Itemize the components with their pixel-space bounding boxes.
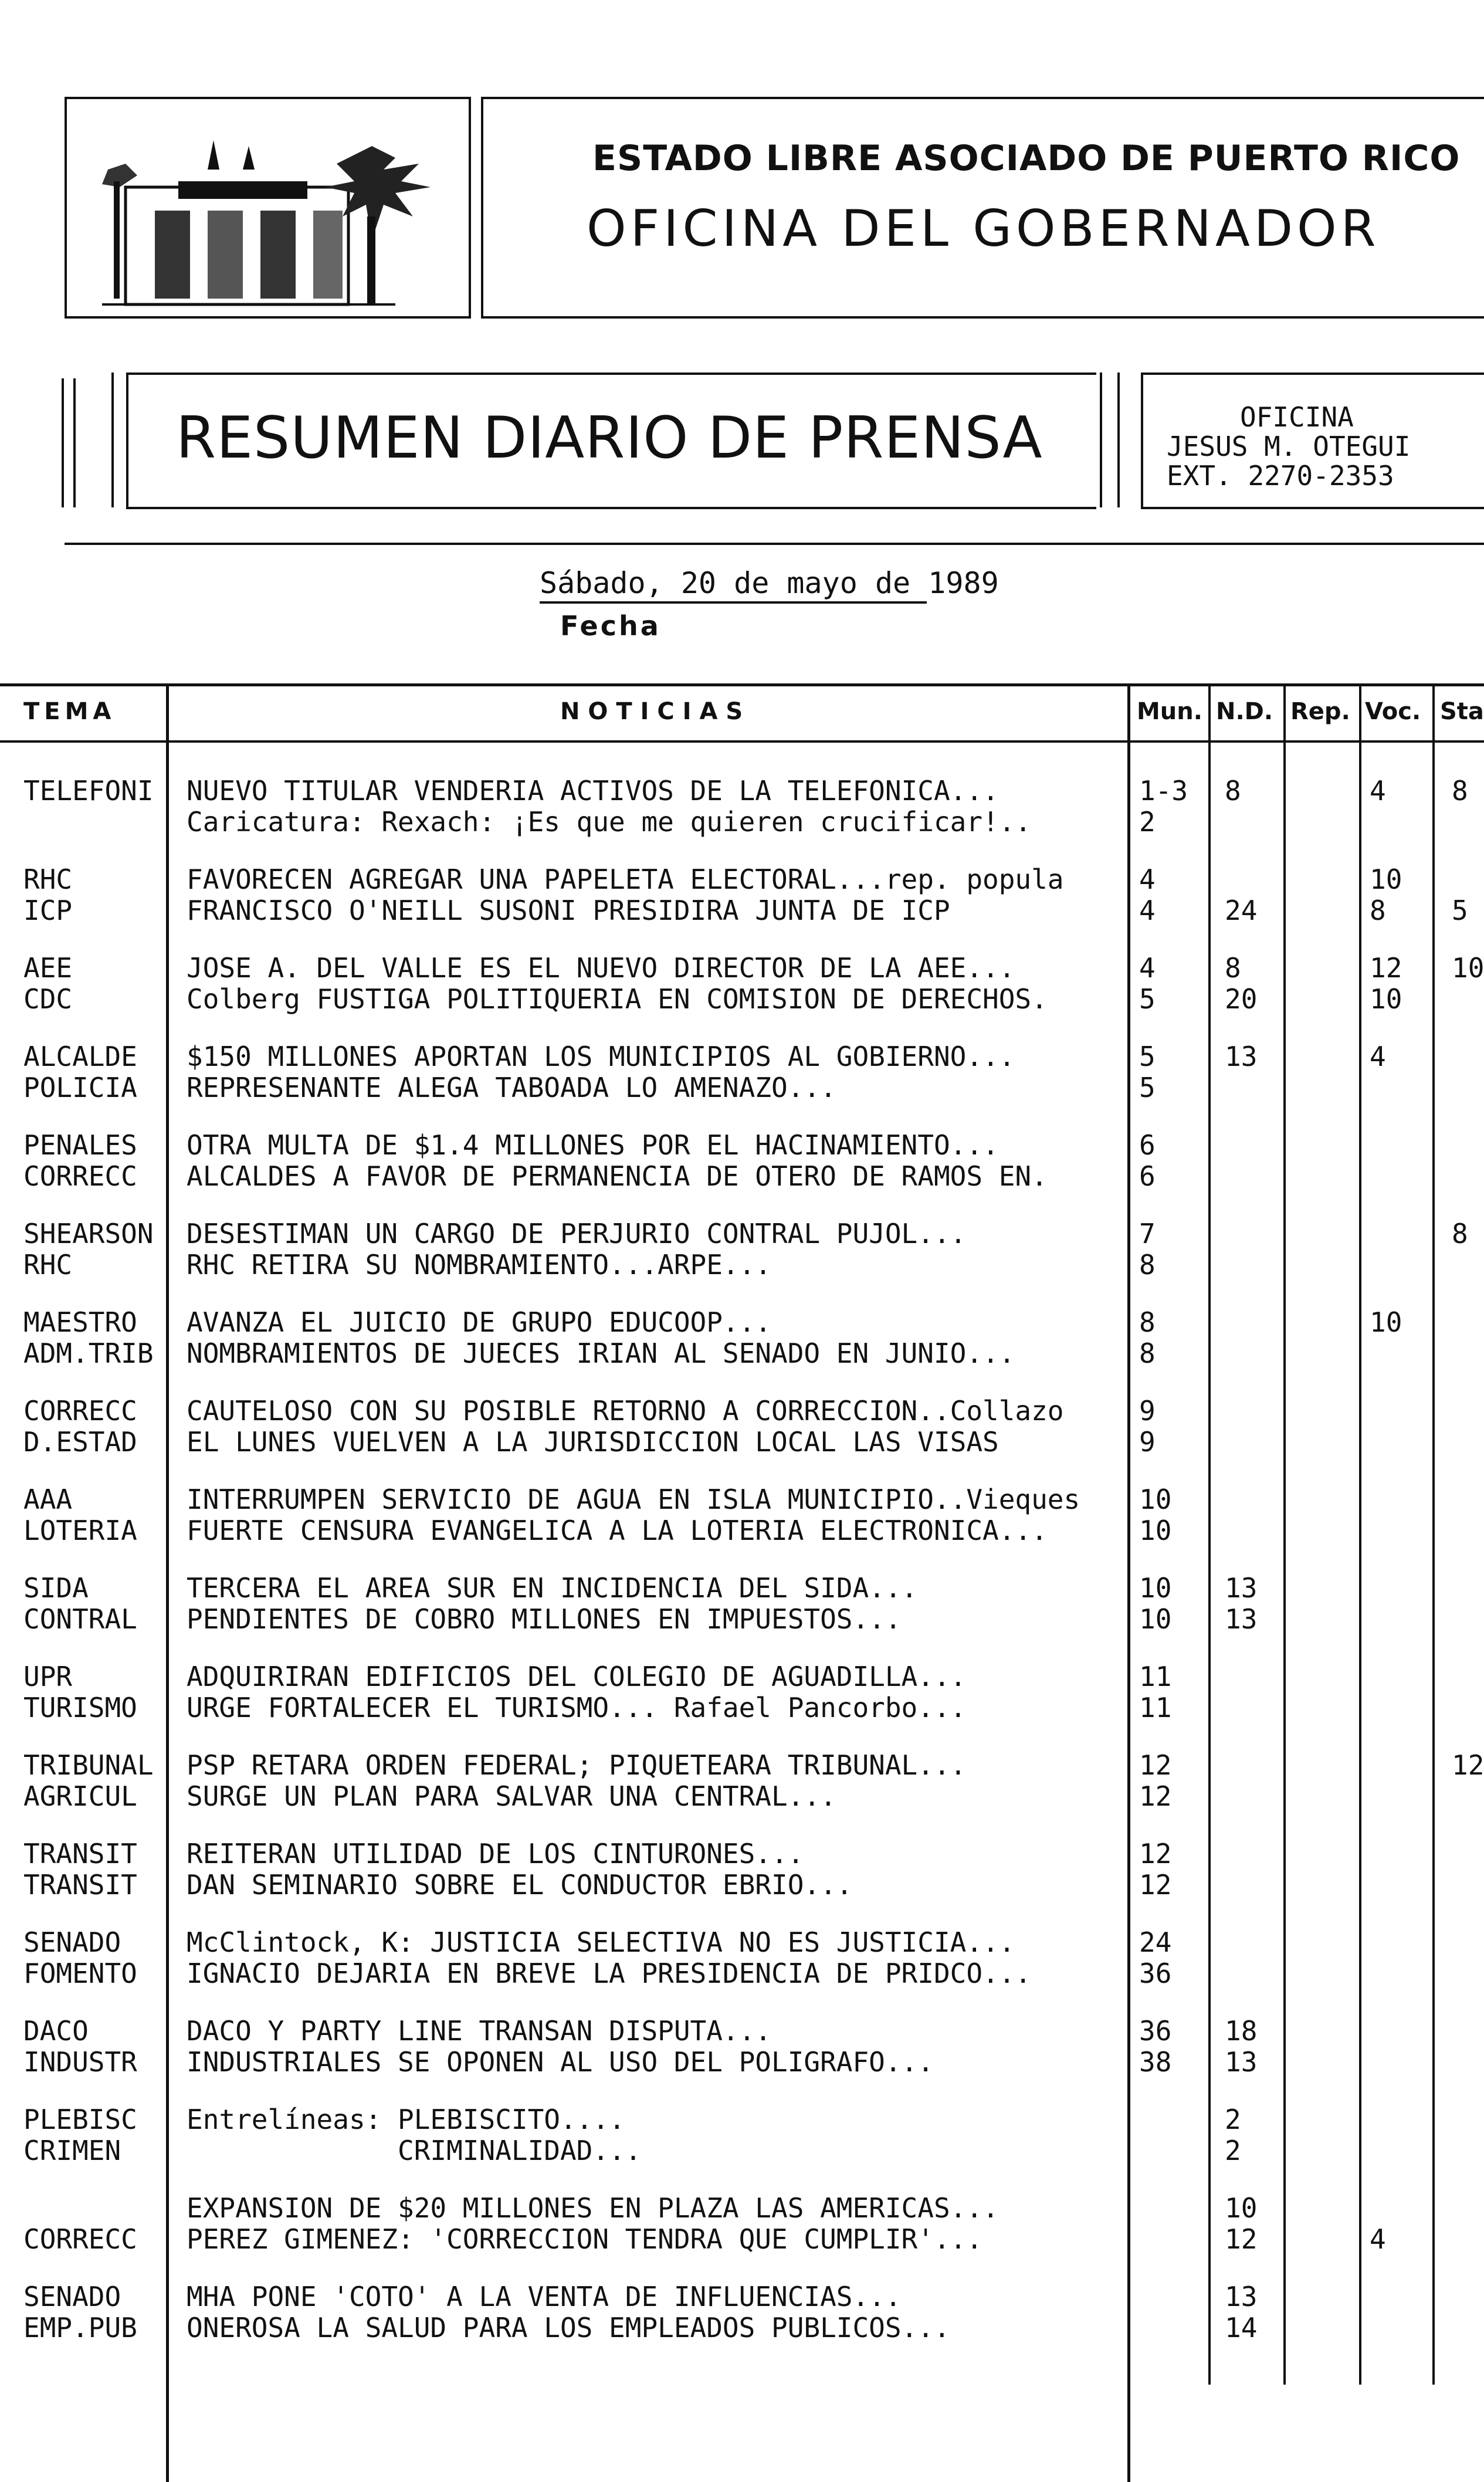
office-contact-box xyxy=(1141,373,1484,509)
row-nd: 12 xyxy=(1225,2223,1258,2255)
header-divider xyxy=(65,543,1484,545)
col-header-nd: N.D. xyxy=(1216,698,1273,725)
report-title: RESUMEN DIARIO DE PRENSA xyxy=(176,405,1043,472)
row-noticia: $150 MILLONES APORTAN LOS MUNICIPIOS AL GOBIERNO... xyxy=(187,1041,1015,1072)
table-row xyxy=(0,805,1484,838)
table-row xyxy=(0,1749,1484,1782)
row-tema: D.ESTAD xyxy=(23,1426,137,1458)
row-mun: 1-3 xyxy=(1139,775,1188,807)
table-row xyxy=(0,1780,1484,1813)
row-tema: PLEBISC xyxy=(23,2104,137,2135)
row-noticia: Entrelíneas: PLEBISCITO.... xyxy=(187,2104,625,2135)
row-noticia: McClintock, K: JUSTICIA SELECTIVA NO ES JUSTICIA... xyxy=(187,1926,1015,1958)
row-mun: 38 xyxy=(1139,2046,1172,2078)
row-nd: 10 xyxy=(1225,2192,1258,2224)
row-tema: UPR xyxy=(23,1661,73,1692)
table-row xyxy=(0,1691,1484,1724)
row-mun: 4 xyxy=(1139,952,1156,984)
row-tema: POLICIA xyxy=(23,1072,137,1103)
table-row xyxy=(0,2192,1484,2224)
left-rule-2 xyxy=(73,378,76,507)
row-nd: 13 xyxy=(1225,2046,1258,2078)
row-noticia: FAVORECEN AGREGAR UNA PAPELETA ELECTORAL...rep. popula xyxy=(187,864,1064,895)
row-noticia: DACO Y PARTY LINE TRANSAN DISPUTA... xyxy=(187,2015,771,2047)
logo-frame xyxy=(65,97,471,319)
table-top-rule xyxy=(0,683,1484,686)
row-tema: SHEARSON xyxy=(23,1218,154,1250)
row-noticia: Caricatura: Rexach: ¡Es que me quieren crucificar!.. xyxy=(187,806,1032,838)
row-mun: 8 xyxy=(1139,1337,1156,1369)
row-voc: 4 xyxy=(1370,775,1386,807)
row-mun: 8 xyxy=(1139,1249,1156,1281)
row-mun: 24 xyxy=(1139,1926,1172,1958)
office-extension: EXT. 2270-2353 xyxy=(1167,460,1394,492)
row-tema: AAA xyxy=(23,1484,73,1515)
row-mun: 12 xyxy=(1139,1869,1172,1901)
row-tema: RHC xyxy=(23,864,73,895)
row-nd: 13 xyxy=(1225,1041,1258,1072)
row-mun: 10 xyxy=(1139,1484,1172,1515)
row-tema: AEE xyxy=(23,952,73,984)
table-row xyxy=(0,1217,1484,1250)
row-noticia: INDUSTRIALES SE OPONEN AL USO DEL POLIGRAFO... xyxy=(187,2046,934,2078)
table-row xyxy=(0,1926,1484,1959)
table-row xyxy=(0,2103,1484,2136)
row-noticia: ADQUIRIRAN EDIFICIOS DEL COLEGIO DE AGUADILLA... xyxy=(187,1661,967,1692)
table-row xyxy=(0,2223,1484,2256)
col-header-rep: Rep. xyxy=(1290,698,1350,725)
row-noticia: SURGE UN PLAN PARA SALVAR UNA CENTRAL... xyxy=(187,1780,836,1812)
row-mun: 36 xyxy=(1139,2015,1172,2047)
row-mun: 5 xyxy=(1139,983,1156,1015)
office-label: OFICINA xyxy=(1240,401,1354,433)
table-row xyxy=(0,983,1484,1015)
row-mun: 6 xyxy=(1139,1160,1156,1192)
row-voc: 10 xyxy=(1370,864,1402,895)
row-noticia: JOSE A. DEL VALLE ES EL NUEVO DIRECTOR DE LA AEE... xyxy=(187,952,1015,984)
row-sta: 8 xyxy=(1452,775,1468,807)
row-tema: CORRECC xyxy=(23,1395,137,1427)
row-sta: 10 xyxy=(1452,952,1484,984)
table-row xyxy=(0,1514,1484,1547)
table-row xyxy=(0,894,1484,927)
col-header-sta: Sta xyxy=(1440,698,1484,725)
table-row xyxy=(0,1572,1484,1604)
row-mun: 11 xyxy=(1139,1661,1172,1692)
row-voc: 10 xyxy=(1370,983,1402,1015)
row-noticia: ALCALDES A FAVOR DE PERMANENCIA DE OTERO DE RAMOS EN. xyxy=(187,1160,1048,1192)
table-row xyxy=(0,1129,1484,1162)
row-mun: 12 xyxy=(1139,1838,1172,1870)
row-tema: INDUSTR xyxy=(23,2046,137,2078)
table-row xyxy=(0,1160,1484,1193)
row-noticia: NUEVO TITULAR VENDERIA ACTIVOS DE LA TELEFONICA... xyxy=(187,775,999,807)
table-row xyxy=(0,1425,1484,1458)
row-tema: SIDA xyxy=(23,1572,89,1604)
row-noticia: URGE FORTALECER EL TURISMO... Rafael Pancorbo... xyxy=(187,1692,967,1723)
row-noticia: RHC RETIRA SU NOMBRAMIENTO...ARPE... xyxy=(187,1249,771,1281)
table-row xyxy=(0,774,1484,807)
row-mun: 12 xyxy=(1139,1780,1172,1812)
row-mun: 4 xyxy=(1139,895,1156,926)
row-nd: 8 xyxy=(1225,775,1241,807)
row-noticia: NOMBRAMIENTOS DE JUECES IRIAN AL SENADO EN JUNIO... xyxy=(187,1337,1015,1369)
row-nd: 14 xyxy=(1225,2312,1258,2344)
row-mun: 6 xyxy=(1139,1129,1156,1161)
row-voc: 10 xyxy=(1370,1306,1402,1338)
table-header-rule xyxy=(0,740,1484,743)
table-row xyxy=(0,1394,1484,1427)
table-row xyxy=(0,2046,1484,2078)
table-row xyxy=(0,952,1484,984)
row-nd: 13 xyxy=(1225,1572,1258,1604)
row-tema: AGRICUL xyxy=(23,1780,137,1812)
row-noticia: Colberg FUSTIGA POLITIQUERIA EN COMISION DE DERECHOS. xyxy=(187,983,1048,1015)
row-tema: CORRECC xyxy=(23,2223,137,2255)
row-mun: 9 xyxy=(1139,1426,1156,1458)
row-tema: CRIMEN xyxy=(23,2135,121,2166)
row-tema: PENALES xyxy=(23,1129,137,1161)
row-mun: 7 xyxy=(1139,1218,1156,1250)
row-tema: FOMENTO xyxy=(23,1958,137,1989)
row-tema: EMP.PUB xyxy=(23,2312,137,2344)
row-nd: 2 xyxy=(1225,2135,1241,2166)
table-row xyxy=(0,1306,1484,1339)
row-noticia: PEREZ GIMENEZ: 'CORRECCION TENDRA QUE CUMPLIR'... xyxy=(187,2223,983,2255)
date-label: Fecha xyxy=(560,610,661,642)
table-row xyxy=(0,2014,1484,2047)
row-tema: TRIBUNAL xyxy=(23,1749,154,1781)
table-row xyxy=(0,1040,1484,1073)
row-mun: 5 xyxy=(1139,1072,1156,1103)
row-noticia: EXPANSION DE $20 MILLONES EN PLAZA LAS AMERICAS... xyxy=(187,2192,999,2224)
table-row xyxy=(0,1660,1484,1693)
row-tema: SENADO xyxy=(23,2281,121,2312)
row-noticia: PENDIENTES DE COBRO MILLONES EN IMPUESTOS... xyxy=(187,1603,902,1635)
row-noticia: INTERRUMPEN SERVICIO DE AGUA EN ISLA MUNICIPIO..Vieques xyxy=(187,1484,1080,1515)
row-noticia: ONEROSA LA SALUD PARA LOS EMPLEADOS PUBLICOS... xyxy=(187,2312,950,2344)
row-noticia: OTRA MULTA DE $1.4 MILLONES POR EL HACINAMIENTO... xyxy=(187,1129,999,1161)
row-sta: 12 xyxy=(1452,1749,1484,1781)
row-nd: 2 xyxy=(1225,2104,1241,2135)
row-nd: 20 xyxy=(1225,983,1258,1015)
row-mun: 2 xyxy=(1139,806,1156,838)
row-mun: 4 xyxy=(1139,864,1156,895)
row-tema: ADM.TRIB xyxy=(23,1337,154,1369)
row-sta: 8 xyxy=(1452,1218,1468,1250)
row-tema: SENADO xyxy=(23,1926,121,1958)
table-row xyxy=(0,1957,1484,1990)
row-noticia: TERCERA EL AREA SUR EN INCIDENCIA DEL SIDA... xyxy=(187,1572,918,1604)
row-tema: MAESTRO xyxy=(23,1306,137,1338)
col-header-voc: Voc. xyxy=(1365,698,1421,725)
office-contact-name: JESUS M. OTEGUI xyxy=(1167,431,1411,462)
row-mun: 9 xyxy=(1139,1395,1156,1427)
row-nd: 13 xyxy=(1225,1603,1258,1635)
row-tema: CONTRAL xyxy=(23,1603,137,1635)
row-voc: 8 xyxy=(1370,895,1386,926)
row-noticia: FRANCISCO O'NEILL SUSONI PRESIDIRA JUNTA DE ICP xyxy=(187,895,950,926)
row-mun: 36 xyxy=(1139,1958,1172,1989)
mid-rule-1 xyxy=(1100,373,1102,507)
row-noticia: REPRESENANTE ALEGA TABOADA LO AMENAZO... xyxy=(187,1072,836,1103)
left-rule-1 xyxy=(62,378,64,507)
table-row xyxy=(0,2280,1484,2313)
mid-rule-2 xyxy=(1117,373,1120,507)
row-sta: 5 xyxy=(1452,895,1468,926)
row-mun: 8 xyxy=(1139,1306,1156,1338)
table-row xyxy=(0,2134,1484,2167)
col-header-tema: TEMA xyxy=(23,698,116,725)
row-mun: 5 xyxy=(1139,1041,1156,1072)
state-name: ESTADO LIBRE ASOCIADO DE PUERTO RICO xyxy=(592,138,1461,179)
row-noticia: IGNACIO DEJARIA EN BREVE LA PRESIDENCIA DE PRIDCO... xyxy=(187,1958,1032,1989)
row-nd: 13 xyxy=(1225,2281,1258,2312)
fortaleza-illustration-icon xyxy=(67,99,469,316)
row-mun: 10 xyxy=(1139,1515,1172,1546)
table-row xyxy=(0,1483,1484,1516)
row-nd: 24 xyxy=(1225,895,1258,926)
row-noticia: CRIMINALIDAD... xyxy=(187,2135,642,2166)
table-row xyxy=(0,1837,1484,1870)
row-mun: 10 xyxy=(1139,1603,1172,1635)
row-voc: 4 xyxy=(1370,1041,1386,1072)
row-tema: TRANSIT xyxy=(23,1869,137,1901)
row-tema: ICP xyxy=(23,895,73,926)
table-row xyxy=(0,2311,1484,2344)
row-noticia: REITERAN UTILIDAD DE LOS CINTURONES... xyxy=(187,1838,804,1870)
row-tema: DACO xyxy=(23,2015,89,2047)
row-tema: RHC xyxy=(23,1249,73,1281)
office-name: OFICINA DEL GOBERNADOR xyxy=(587,199,1380,258)
row-nd: 18 xyxy=(1225,2015,1258,2047)
row-noticia: MHA PONE 'COTO' A LA VENTA DE INFLUENCIAS... xyxy=(187,2281,902,2312)
row-tema: CDC xyxy=(23,983,73,1015)
row-tema: TURISMO xyxy=(23,1692,137,1723)
row-noticia: DESESTIMAN UN CARGO DE PERJURIO CONTRAL PUJOL... xyxy=(187,1218,967,1250)
row-mun: 10 xyxy=(1139,1572,1172,1604)
row-noticia: DAN SEMINARIO SOBRE EL CONDUCTOR EBRIO... xyxy=(187,1869,853,1901)
row-noticia: FUERTE CENSURA EVANGELICA A LA LOTERIA ELECTRONICA... xyxy=(187,1515,1048,1546)
table-row xyxy=(0,1603,1484,1636)
row-nd: 8 xyxy=(1225,952,1241,984)
table-row xyxy=(0,1337,1484,1370)
row-noticia: PSP RETARA ORDEN FEDERAL; PIQUETEARA TRIBUNAL... xyxy=(187,1749,967,1781)
row-tema: TELEFONI xyxy=(23,775,154,807)
row-tema: CORRECC xyxy=(23,1160,137,1192)
col-header-mun: Mun. xyxy=(1137,698,1202,725)
row-mun: 11 xyxy=(1139,1692,1172,1723)
row-mun: 12 xyxy=(1139,1749,1172,1781)
table-row xyxy=(0,1248,1484,1281)
table-row xyxy=(0,1071,1484,1104)
row-tema: LOTERIA xyxy=(23,1515,137,1546)
row-tema: ALCALDE xyxy=(23,1041,137,1072)
row-noticia: CAUTELOSO CON SU POSIBLE RETORNO A CORRECCION..Collazo xyxy=(187,1395,1064,1427)
table-row xyxy=(0,863,1484,896)
left-rule-3 xyxy=(111,373,114,507)
table-row xyxy=(0,1868,1484,1901)
report-date: Sábado, 20 de mayo de 1989 xyxy=(540,566,999,600)
row-noticia: EL LUNES VUELVEN A LA JURISDICCION LOCAL LAS VISAS xyxy=(187,1426,999,1458)
date-underline xyxy=(540,601,927,604)
row-tema: TRANSIT xyxy=(23,1838,137,1870)
row-noticia: AVANZA EL JUICIO DE GRUPO EDUCOOP... xyxy=(187,1306,771,1338)
col-header-noticias: N O T I C I A S xyxy=(560,698,743,725)
row-voc: 4 xyxy=(1370,2223,1386,2255)
row-voc: 12 xyxy=(1370,952,1402,984)
